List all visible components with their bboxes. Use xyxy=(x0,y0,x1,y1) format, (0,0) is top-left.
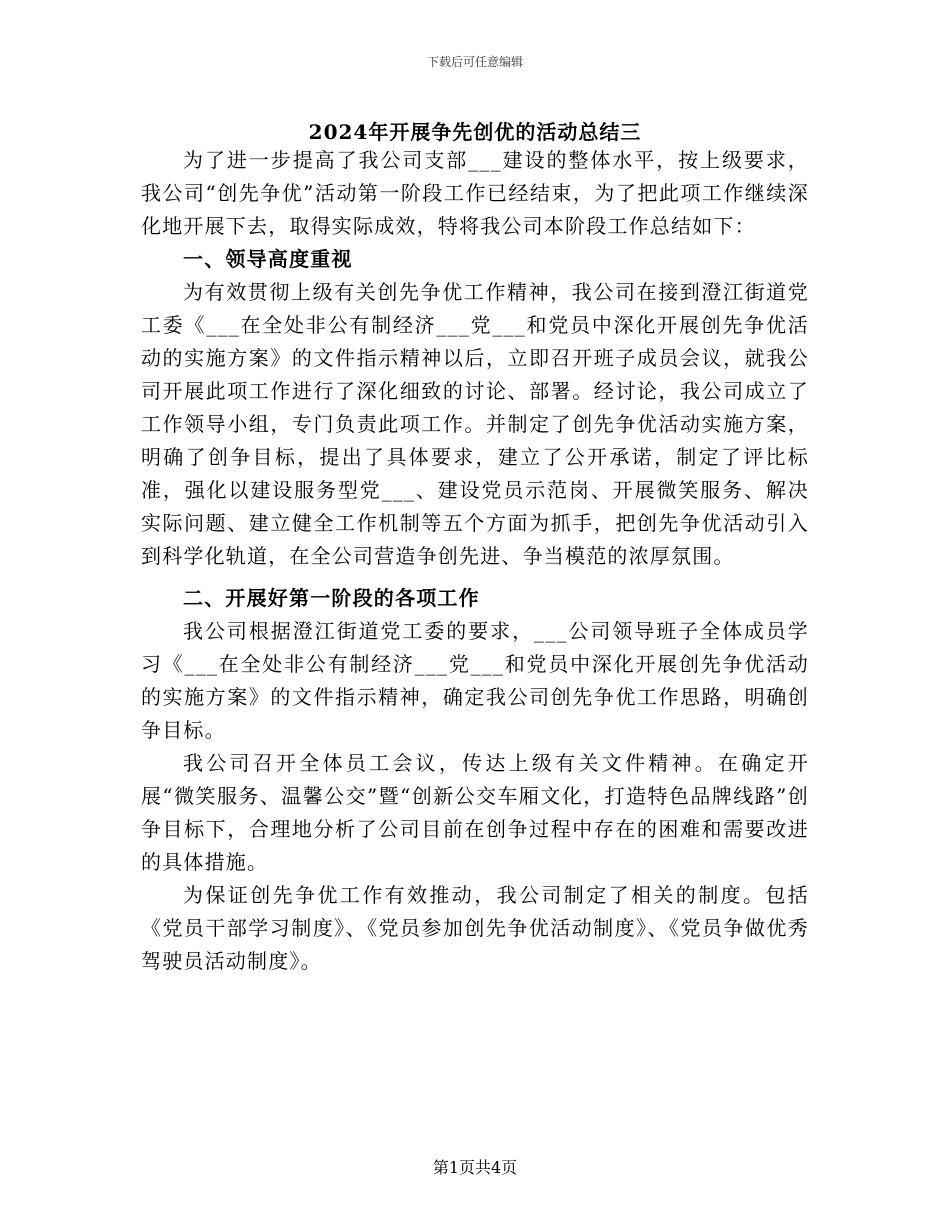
intro-paragraph: 为了进一步提高了我公司支部___建设的整体水平，按上级要求，我公司“创先争优”活动第一阶段工作已经结束，为了把此项工作继续深化地开展下去，取得实际成效，特将我公司本阶段工作总结如下： xyxy=(141,148,809,238)
section-2-paragraph-1: 我公司根据澄江街道党工委的要求，___公司领导班子全体成员学习《___在全处非公有制经济___党___和党员中深化开展创先争优活动的实施方案》的文件指示精神，确定我公司创先争优工作思路，明确创争目标。 xyxy=(141,619,809,742)
page-number-footer: 第1页共4页 xyxy=(432,1158,518,1177)
section-2-heading: 二、开展好第一阶段的各项工作 xyxy=(183,586,480,610)
section-spacer xyxy=(141,573,809,582)
document-body xyxy=(141,144,809,978)
section-2-paragraph-3: 为保证创先争优工作有效推动，我公司制定了相关的制度。包括《党员干部学习制度》、《党员参加创先争优活动制度》、《党员争做优秀驾驶员活动制度》。 xyxy=(141,883,809,973)
page-header-note: 下载后可任意编辑 xyxy=(426,55,523,69)
section-1-heading: 一、领导高度重视 xyxy=(183,247,353,271)
section-1-paragraph: 为有效贯彻上级有关创先争优工作精神，我公司在接到澄江街道党工委《___在全处非公有制经济___党___和党员中深化开展创先争优活动的实施方案》的文件指示精神以后，立即召开班子成员会议，就我公司开展此项工作进行了深化细致的讨论、部署。经讨论，我公司成立了工作领导小组，专门负责此项工作。并制定了创先争优活动实施方案，明确了创争目标，提出了具体要求，建立了公开承诺，制定了评比标准，强化以建设服务型党___、建设党员示范岗、开展微笑服务、解决实际问题、建立健全工作机制等五个方面为抓手，把创先争优活动引入到科学化轨道，在全公司营造争创先进、争当模范的浓厚氛围。 xyxy=(141,280,809,568)
section-2-paragraph-2: 我公司召开全体员工会议，传达上级有关文件精神。在确定开展“微笑服务、温馨公交”暨“创新公交车厢文化，打造特色品牌线路”创争目标下，合理地分析了公司目前在创争过程中存在的困难和需要改进的具体措施。 xyxy=(141,751,809,874)
document-title: 2024年开展争先创优的活动总结三 xyxy=(308,120,642,144)
